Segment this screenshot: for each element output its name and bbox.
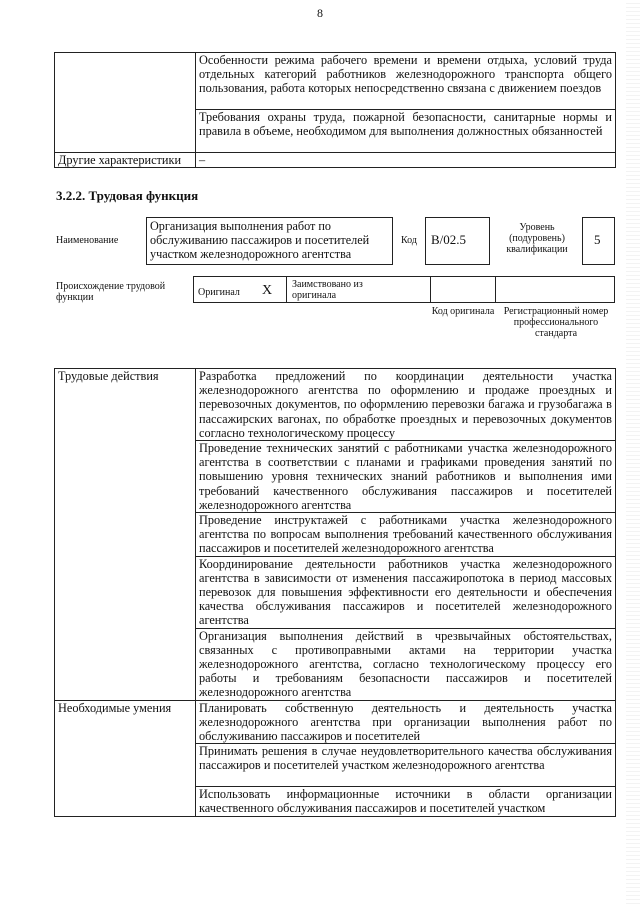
row-label: Необходимые умения <box>55 700 196 816</box>
level-label: Уровень (подуровень) квалификации <box>506 222 568 255</box>
code-original-cell <box>430 276 496 303</box>
top-table <box>54 52 616 168</box>
code-original-caption: Код оригинала <box>431 306 495 317</box>
function-name: Организация выполнения работ по обслуживанию пассажиров и посетителей участком железнодорожного агентства <box>150 219 370 262</box>
original-mark: X <box>262 283 273 298</box>
reg-number-cell <box>495 276 615 303</box>
list-item: – <box>196 153 616 168</box>
section-title: 3.2.2. Трудовая функция <box>56 188 199 203</box>
list-item: Использовать информационные источники в области организации качественного обслуживания пассажиров и посетителей участком <box>196 787 616 816</box>
row-label: Трудовые действия <box>55 369 196 701</box>
scan-edge <box>626 0 640 905</box>
name-label: Наименование <box>56 235 119 246</box>
table-row <box>55 153 616 168</box>
table-row <box>55 53 616 110</box>
list-item: Принимать решения в случае неудовлетворительного качества обслуживания пассажиров и посетителей участком железнодорожного агентства <box>196 744 616 787</box>
code-label: Код <box>401 235 417 246</box>
list-item: Координирование деятельности работников участка железнодорожного агентства в зависимости от изменения пассажиропотока в период массовых перевозок для повышения эффективности его деятельности и обеспечения качества обслуживания пассажиров и посетителей железнодорожного агентства <box>196 556 616 628</box>
code-value: B/02.5 <box>431 232 467 247</box>
list-item: Разработка предложений по координации деятельности участка железнодорожного агентства по оформлению и продаже проездных и перевозочных документов, по оформлению перевозки багажа и грузобагажа в пассажирских вагонах, по обработке проездных и перевозочных документов согласно технологическому процессу <box>196 369 616 441</box>
origin-label: Происхождение трудовой функции <box>56 281 166 303</box>
row-label <box>55 53 196 153</box>
list-item: Особенности режима рабочего времени и времени отдыха, условий труда отдельных категорий работников железнодорожного транспорта общего пользования, работа которых непосредственно связана с движением поездов <box>196 53 616 110</box>
borrowed-label: Заимствовано из оригинала <box>292 279 363 301</box>
page-number: 8 <box>317 6 323 20</box>
list-item: Проведение инструктажей с работниками участка железнодорожного агентства по вопросам выполнения требований качественного обслуживания пассажиров и посетителей железнодорожного агентства <box>196 513 616 557</box>
original-label: Оригинал <box>198 287 240 298</box>
list-item: Организация выполнения действий в чрезвычайных обстоятельствах, связанных с противоправными актами на территории участка железнодорожного агентства, согласно технологическому процессу его работы и требованиям безопасности пассажиров и посетителей железнодорожного агентства <box>196 628 616 700</box>
table-row <box>55 369 616 441</box>
list-item: Планировать собственную деятельность и деятельность участка железнодорожного агентства при организации выполнения работ по обслуживанию пассажиров и посетителей <box>196 700 616 744</box>
list-item: Проведение технических занятий с работниками участка железнодорожного агентства в соответствии с планами и графиками проведения занятий по повышению уровня технических знаний работников и выполнения ими требований качественного обслуживания пассажиров и посетителей железнодорожного агентства <box>196 441 616 513</box>
level-value: 5 <box>594 232 601 247</box>
table-row <box>55 700 616 744</box>
reg-number-caption: Регистрационный номер профессионального стандарта <box>503 306 609 339</box>
row-label: Другие характеристики <box>55 153 196 168</box>
main-table <box>54 368 616 817</box>
list-item: Требования охраны труда, пожарной безопасности, санитарные нормы и правила в объеме, необходимом для выполнения должностных обязанностей <box>196 110 616 153</box>
